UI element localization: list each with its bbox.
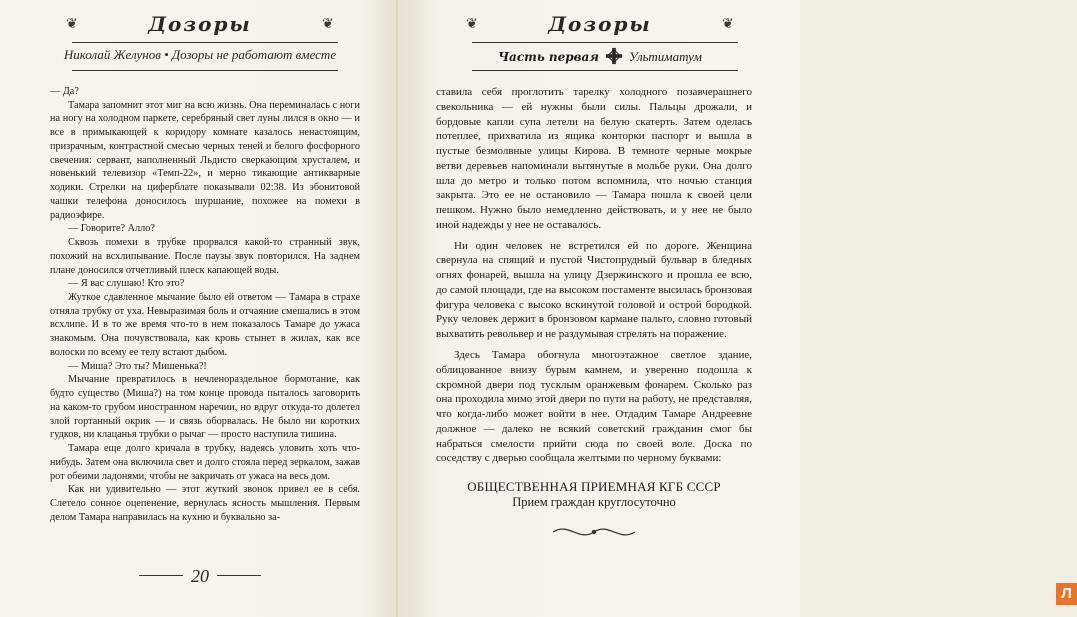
- paragraph: Тамара еще долго кричала в трубку, надеясь уловить хоть что-нибудь. Затем она включила свет и долго стояла перед зеркалом, зажав рот обеими ладонями, чтобы не закричать от ужаса на весь дом.: [50, 443, 360, 482]
- page-number-footer: [0, 566, 400, 587]
- right-header: [400, 6, 800, 78]
- flourish-ornament-icon: [549, 520, 639, 544]
- page-number: 20: [191, 566, 209, 586]
- paragraph: — Да?: [50, 86, 79, 97]
- header-rule: [72, 42, 338, 43]
- right-body-text: [436, 85, 752, 544]
- paragraph: Здесь Тамара обогнула многоэтажное светлое здание, облицованное внизу бурым камнем, и уверенно подошла к скромной двери под тусклым оранжевым фонарем. Сколько раз она проходила мимо этой двери по пути на работу, не представляя, что когда-либо может войти в нее. Отдадим Тамаре Андреевне должное — далеко не всякий советский гражданин смог бы набраться смелости прийти сюда по своей воле. Доска по соседству с дверью сообщала желтыми по черному буквами:: [436, 349, 752, 465]
- series-logo: Дозоры: [548, 12, 652, 36]
- paragraph: Тамара запомнит этот миг на всю жизнь. Она переминалась с ноги на ногу на холодном паркете, серебряный свет луны лился в окно — и все в примыкающей к коридору комнате казалось ненастоящим, призрачным, контрастной смесью черных теней и белого фосфорного свечения: сервант, наполненный Льдисто сверкающим хрусталем, и новенький телевизор «Темп-22», и мерно тикающие антикварные ходики. Стрелки на циферблате показывали 02:38. Из эбонитовой чашки телефона доносилось шуршание, похожее на помехи в радиоэфире.: [50, 99, 360, 221]
- paragraph: — Миша? Это ты? Мишенька?!: [68, 360, 207, 372]
- paragraph: ставила себя проглотить тарелку холодного позавчерашнего свекольника — ей нужны были силы. Пальцы дрожали, и бордовые капли супа летели на белую скатерть. Затем оделась потеплее, прихватила из ящика конторки паспорт и вышла в пустые безмолвные улицы Кирова. В темноте черные мокрые ветви деревьев напоминали вытянутые в мольбе руки. Она долго шла до метро и только потом вспомнила, что ночью станция закрыта. Это ее не остановило — Тамара пошла к своей цели пешком. Нужно было немедленно действовать, и у нее не было иной надежды у нее не оставалось.: [436, 86, 752, 231]
- paragraph: Жуткое сдавленное мычание было ей ответом — Тамара в страхе отняла трубку от уха. Невыразимая боль и отчаяние смешались в этом всхлипе. И в то же время что-то в нем показалось Тамаре до ужаса знакомым. Она почувствовала, как кровь стынет в жилах, как все волоски по всему ее телу встают дыбом.: [50, 292, 360, 358]
- left-header: [0, 6, 400, 78]
- header-rule: [472, 70, 738, 71]
- sign-title: ОБЩЕСТВЕННАЯ ПРИЕМНАЯ КГБ СССР: [467, 479, 721, 495]
- folio-dash: [139, 575, 183, 576]
- paragraph: — Говорите? Алло?: [68, 223, 155, 235]
- sign-subtitle: Прием граждан круглосуточно: [512, 494, 676, 509]
- part-title: Ультиматум: [628, 49, 702, 64]
- cross-emblem-icon: [605, 47, 623, 65]
- paragraph: Ни один человек не встретился ей по дороге. Женщина свернула на спящий и пустой Чистопрудный бульвар в бледных огнях фонарей, вышла на улицу Дзержинского и прошла ее всю, до самой площади, где на высоком постаменте высилась бронзовая фигура человека с высоко вскинутой головой и острой бородкой. Руку человек держит в бронзовом кармане пальто, словно готовый выхватить револьвер и не раздумывая стрелять на поражение.: [436, 239, 752, 341]
- ornament-icon: ❦: [322, 17, 334, 32]
- folio-dash: [217, 575, 261, 576]
- publisher-badge: Л: [1056, 583, 1077, 605]
- paragraph: Как ни удивительно — этот жуткий звонок привел ее в себя. Слетело сонное оцепенение, вернулась ясность мышления. Первым делом Тамара направилась на кухню и буквально за-: [50, 484, 360, 523]
- series-logo: Дозоры: [148, 12, 252, 36]
- ornament-icon: ❦: [722, 17, 734, 32]
- header-rule: [72, 70, 338, 71]
- paragraph: — Я вас слушаю! Кто это?: [68, 278, 185, 290]
- part-label: Часть первая: [498, 50, 599, 64]
- left-body-text: [50, 85, 360, 525]
- right-page: [400, 0, 1072, 617]
- left-page: [0, 0, 400, 617]
- ornament-icon: ❦: [466, 17, 478, 32]
- paragraph: Сквозь помехи в трубке прорвался какой-то странный звук, похожий на всхлипывание. После паузы звук повторился. На заднем плане доносился отчетливый плеск капающей воды.: [50, 237, 360, 276]
- paragraph: Мычание превратилось в нечленораздельное бормотание, как будто существо (Миша?) на том конце провода пыталось заговорить на каком-то грубом иностранном наречии, но вдруг откуда-то долетел злой гортанный окрик — и связь оборвалась. Не было ни коротких гудков, ни клацанья трубки о рычаг — просто наступила тишина.: [50, 374, 360, 441]
- ornament-icon: ❦: [66, 17, 78, 32]
- header-rule: [472, 42, 738, 43]
- running-head: Николай Желунов • Дозоры не работают вместе: [63, 47, 337, 62]
- part-heading: [400, 47, 800, 65]
